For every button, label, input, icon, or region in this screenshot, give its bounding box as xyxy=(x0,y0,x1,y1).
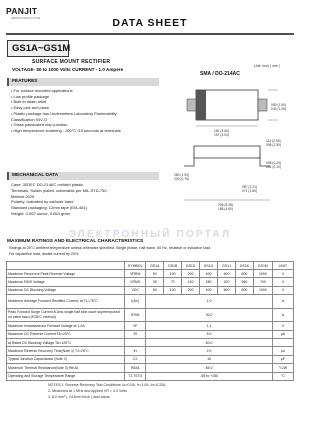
dim-label: 030 (0.76) xyxy=(174,177,190,181)
value-cell: 800 xyxy=(235,270,253,278)
logo-subtext: SEMICONDUCTOR xyxy=(11,16,41,20)
unit-note: Unit: inch ( mm ) xyxy=(254,64,281,68)
logo-text: PANJIT xyxy=(6,6,38,16)
value-cell-merged: 1.1 xyxy=(146,322,273,330)
column-header xyxy=(7,262,125,270)
value-cell: 50 xyxy=(146,270,164,278)
param-cell: Maximum DC Blocking Voltage xyxy=(7,286,125,294)
symbol-cell: trr xyxy=(125,347,146,355)
param-cell: Maximum Recurrent Peak Reverse Voltage xyxy=(7,270,125,278)
param-cell: Maximum Reverse Recovery Time(Note 1) TJ=25°C xyxy=(7,347,125,355)
dim-label: 087 (2.21) xyxy=(242,185,258,189)
list-item: Standard packaging: 12mm tape (EIA-481) xyxy=(11,205,88,211)
unit-cell: °C/W xyxy=(272,364,293,372)
part-number: GS1A~GS1M xyxy=(12,43,71,54)
page-title: DATA SHEET xyxy=(112,17,188,29)
value-cell-merged: -55 to +150 xyxy=(146,372,273,380)
value-cell: 200 xyxy=(182,286,200,294)
param-cell: at Rated DC Blocking Voltage TA=125°C xyxy=(7,338,125,346)
package-outline-diagram xyxy=(168,84,288,234)
param-cell: Maximum DC Reverse Current TA=25°C xyxy=(7,330,125,338)
dim-label: 098 (2.50) xyxy=(266,143,282,147)
ratings-table xyxy=(6,261,294,381)
table-row xyxy=(7,330,294,338)
lead-right xyxy=(258,99,267,111)
symbol-cell xyxy=(125,338,146,346)
column-header: UNIT xyxy=(272,262,293,270)
watermark: ЭЛЕКТРОННЫЙ ПОРТАЛ xyxy=(68,229,232,240)
table-row xyxy=(7,355,294,363)
unit-cell xyxy=(272,338,293,346)
symbol-cell: IFSM xyxy=(125,308,146,322)
unit-cell: V xyxy=(272,278,293,286)
mechanical-list xyxy=(11,182,161,217)
package-label: SMA / DO-214AC xyxy=(200,71,240,77)
list-item: • Glass passivated chip junction xyxy=(11,122,68,128)
value-cell: 400 xyxy=(200,270,218,278)
unit-cell: µA xyxy=(272,330,293,338)
value-cell-merged: 30.0 xyxy=(146,308,273,322)
value-cell: 50 xyxy=(146,286,164,294)
voltage-current-line: VOLTAGE- 50 to 1000 Volts CURRENT - 1.0 Ampere xyxy=(12,67,124,72)
symbol-cell: VRRM xyxy=(125,270,146,278)
value-cell-merged: 5.0 xyxy=(146,330,273,338)
header-divider xyxy=(6,33,294,35)
list-item: Weight: 0.002 ounce, 0.064 gram xyxy=(11,210,71,216)
value-cell: 1000 xyxy=(253,286,272,294)
table-row xyxy=(7,322,294,330)
symbol-cell: CJ xyxy=(125,355,146,363)
features-list xyxy=(11,88,161,134)
value-cell-merged: 85.0 xyxy=(146,364,273,372)
features-heading: FEATURES xyxy=(12,79,38,84)
ratings-heading: MAXIMUM RATINGS AND ELECTRICAL CHARACTERISTICS xyxy=(7,239,144,244)
value-cell: 140 xyxy=(182,278,200,286)
column-header: GS1G xyxy=(200,262,218,270)
table-row xyxy=(7,347,294,355)
unit-cell: A xyxy=(272,308,293,322)
param-cell: Typical Junction Capacitance (Note 2) xyxy=(7,355,125,363)
param-cell: Maximum RMS Voltage xyxy=(7,278,125,286)
mechanical-heading-bar xyxy=(7,172,159,180)
unit-cell: pF xyxy=(272,355,293,363)
mechanical-heading: MECHANICAL DATA xyxy=(12,173,59,178)
list-item: Terminals: Solder plated, solderable per MIL-STD-750, xyxy=(11,187,108,193)
value-cell: 100 xyxy=(164,270,182,278)
table-row xyxy=(7,338,294,346)
value-cell: 70 xyxy=(164,278,182,286)
unit-cell: V xyxy=(272,270,293,278)
cathode-band xyxy=(196,90,206,120)
footnote: NOTES:1. Reverse Recovery Test Conditions: Io=0.5A, Ir=1.0A, Irr=0.25A xyxy=(48,383,166,387)
table-row xyxy=(7,278,294,286)
unit-cell: V xyxy=(272,286,293,294)
table-row xyxy=(7,270,294,278)
param-cell: Peak Forward Surge Current 8.3ms single half sine-wave superimposed on rated load (JEDEC method) xyxy=(7,308,125,322)
dim-label: 181 (4.60) xyxy=(214,129,230,133)
list-item: • Plastic package has Underwriters Laboratory Flammability xyxy=(11,110,117,116)
value-cell: 400 xyxy=(200,286,218,294)
column-header: GS1B xyxy=(164,262,182,270)
list-item: • Easy pick and place xyxy=(11,105,50,111)
value-cell: 280 xyxy=(200,278,218,286)
symbol-cell: VDC xyxy=(125,286,146,294)
footnote: 2. Measured at 1 MHz and applied VR = 4.0 Volts xyxy=(48,389,127,393)
value-cell: 600 xyxy=(218,286,236,294)
dim-label: 049 (1.25) xyxy=(271,107,287,111)
column-header: GS1D xyxy=(182,262,200,270)
unit-cell: V xyxy=(272,322,293,330)
value-cell: 420 xyxy=(218,278,236,286)
value-cell-merged: 15 xyxy=(146,355,273,363)
column-header: GS1M xyxy=(253,262,272,270)
unit-cell: A xyxy=(272,295,293,309)
value-cell-merged: 2.0 xyxy=(146,347,273,355)
symbol-cell: VF xyxy=(125,322,146,330)
list-item: • For surface mounted applications xyxy=(11,88,73,93)
dim-label: 114 (2.90) xyxy=(266,139,281,143)
dim-label: 071 (1.80) xyxy=(242,189,258,193)
unit-cell: °C xyxy=(272,372,293,380)
value-cell: 1000 xyxy=(253,270,272,278)
value-cell: 600 xyxy=(218,270,236,278)
table-row xyxy=(7,295,294,309)
ratings-note-line: For capacitive load, derate current by 20%. xyxy=(9,251,80,256)
list-item: Polarity: Indicated by cathode band xyxy=(11,199,74,205)
value-cell: 560 xyxy=(235,278,253,286)
symbol-cell: IR xyxy=(125,330,146,338)
value-cell-merged: 1.0 xyxy=(146,295,273,309)
list-item: Case: JEDEC DO-214AC molded plastic xyxy=(11,182,84,187)
list-item: • Low profile package xyxy=(11,93,50,99)
value-cell-merged: 50.0 xyxy=(146,338,273,346)
features-heading-bar xyxy=(7,78,159,86)
dim-label: 004 (0.10) xyxy=(266,165,282,169)
dim-label: 208 (5.28) xyxy=(218,203,234,207)
column-header: GS1K xyxy=(235,262,253,270)
param-cell: Maximum Instantaneous Forward Voltage at 1.0A xyxy=(7,322,125,330)
lead-left xyxy=(187,99,196,111)
value-cell: 35 xyxy=(146,278,164,286)
param-cell: Maximum Average Forward Rectified Current, at TL=75°C xyxy=(7,295,125,309)
footnote: 3. 8.0 mm² ( .013mm thick ) land areas xyxy=(48,395,110,399)
dim-label: 188 (4.80) xyxy=(218,207,234,211)
table-row xyxy=(7,308,294,322)
unit-cell: µs xyxy=(272,347,293,355)
list-item: Classification 94V-O xyxy=(11,116,48,122)
value-cell: 700 xyxy=(253,278,272,286)
table-row xyxy=(7,372,294,380)
param-cell: Maximum Thermal Resistance(Note 3) RthJA xyxy=(7,364,125,372)
value-cell: 100 xyxy=(164,286,182,294)
footnotes xyxy=(48,382,293,400)
param-cell: Operating and Storage Temperature Range xyxy=(7,372,125,380)
part-number-box xyxy=(7,40,69,57)
ratings-note-line: Ratings at 25°C ambient temperature unless otherwise specified. Single phase, half wave, 60 Hz, resistive or inductive load. xyxy=(9,246,212,250)
table-row xyxy=(7,364,294,372)
symbol-cell: RθJA xyxy=(125,364,146,372)
column-header: GS1J xyxy=(218,262,236,270)
list-item: • High temperature soldering : 260°C /10 seconds at terminals xyxy=(11,127,121,133)
value-cell: 800 xyxy=(235,286,253,294)
symbol-cell: VRMS xyxy=(125,278,146,286)
column-header: GS1A xyxy=(146,262,164,270)
dim-label: 059 (1.50) xyxy=(271,103,287,107)
dim-label: 008 (0.20) xyxy=(266,161,282,165)
dim-label: 157 (4.00) xyxy=(214,133,230,137)
value-cell: 200 xyxy=(182,270,200,278)
table-row xyxy=(7,286,294,294)
list-item: • Built-in strain relief xyxy=(11,99,47,105)
dim-label: 060 (1.52) xyxy=(174,173,190,177)
table-header-row xyxy=(7,262,294,270)
symbol-cell: TJ,TSTG xyxy=(125,372,146,380)
list-item: Method 2026 xyxy=(11,193,35,199)
column-header: SYMBOL xyxy=(125,262,146,270)
ratings-notes xyxy=(9,246,289,258)
product-subtitle: SURFACE MOUNT RECTIFIER xyxy=(32,59,111,65)
symbol-cell: I(AV) xyxy=(125,295,146,309)
